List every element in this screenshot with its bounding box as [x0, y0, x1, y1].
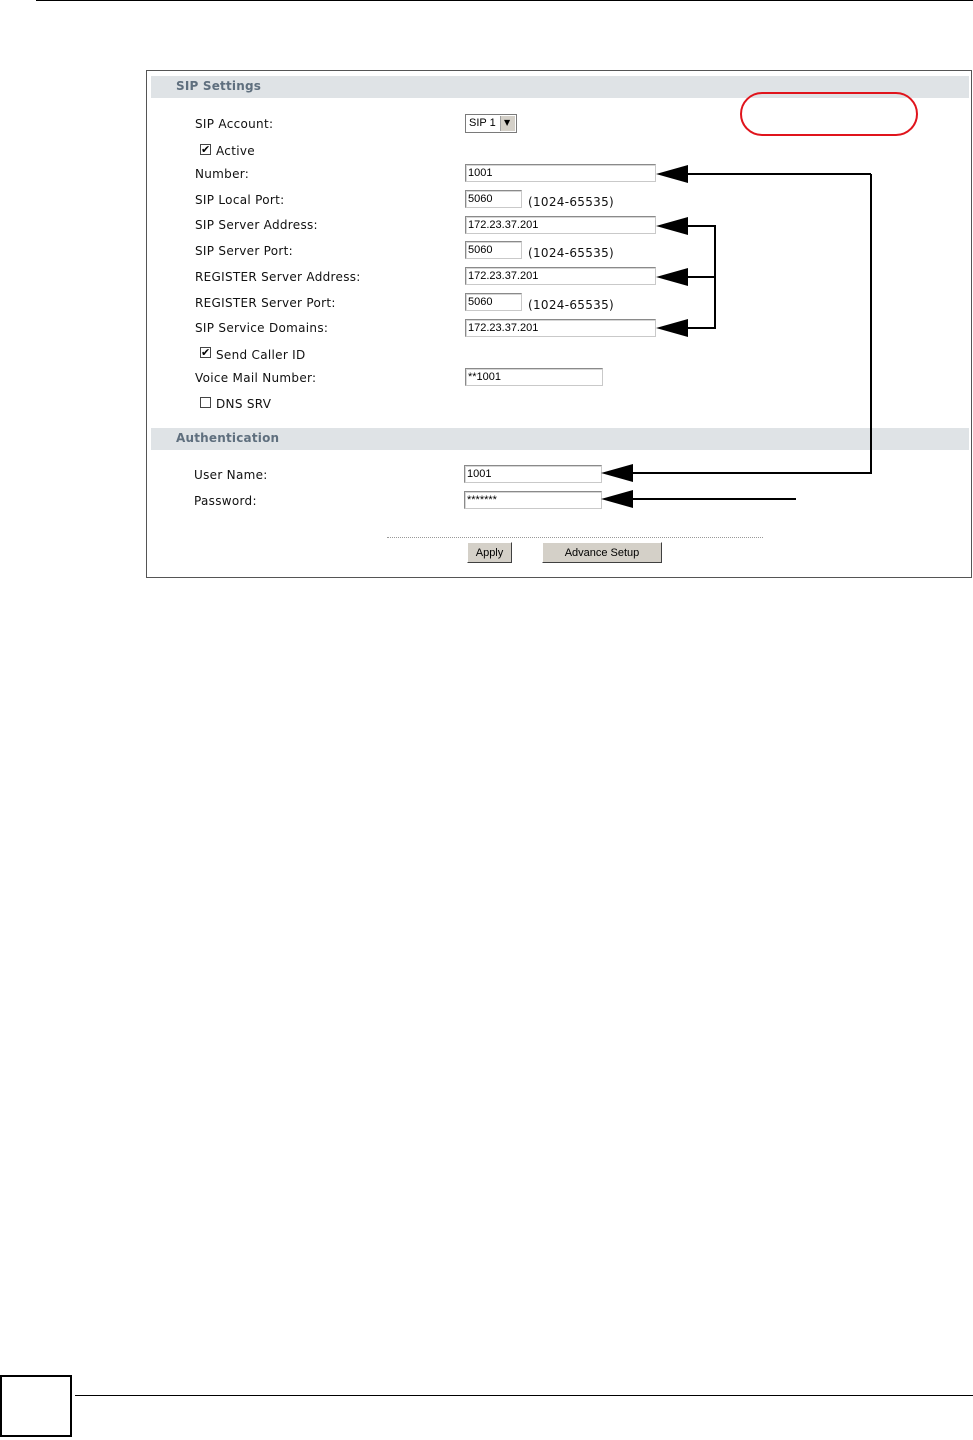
dns-srv-label: DNS SRV [216, 397, 272, 411]
sip-service-domains-label: SIP Service Domains: [195, 321, 329, 335]
chevron-down-icon: ▼ [504, 118, 511, 127]
active-label: Active [216, 144, 255, 158]
sip-server-port-range: (1024-65535) [528, 246, 615, 260]
password-arrow [601, 490, 796, 508]
active-checkbox[interactable]: ✔ [201, 143, 211, 156]
number-to-username-arrow [601, 165, 871, 482]
sip-server-address-label: SIP Server Address: [195, 218, 318, 232]
apply-button[interactable]: Apply [467, 542, 512, 563]
sip-settings-title: SIP Settings [176, 79, 262, 93]
password-label: Password: [194, 494, 257, 508]
register-server-port-range: (1024-65535) [528, 298, 615, 312]
send-caller-id-label: Send Caller ID [216, 348, 306, 362]
sip-server-port-label: SIP Server Port: [195, 244, 294, 258]
send-caller-id-checkbox[interactable]: ✔ [201, 346, 211, 359]
register-server-address-label: REGISTER Server Address: [195, 270, 361, 284]
sip-local-port-label: SIP Local Port: [195, 193, 285, 207]
number-label: Number: [195, 167, 250, 181]
server-address-bracket-arrows [656, 217, 715, 337]
voice-mail-number-label: Voice Mail Number: [195, 371, 317, 385]
sip-account-label: SIP Account: [195, 117, 274, 131]
user-name-label: User Name: [194, 468, 268, 482]
sip-local-port-range: (1024-65535) [528, 195, 615, 209]
footer-rule [75, 1395, 973, 1396]
sip-account-value: SIP 1 [469, 117, 496, 129]
authentication-title: Authentication [176, 431, 280, 445]
register-server-port-label: REGISTER Server Port: [195, 296, 336, 310]
page-number-box [0, 1375, 72, 1437]
advance-setup-button[interactable]: Advance Setup [542, 542, 662, 563]
